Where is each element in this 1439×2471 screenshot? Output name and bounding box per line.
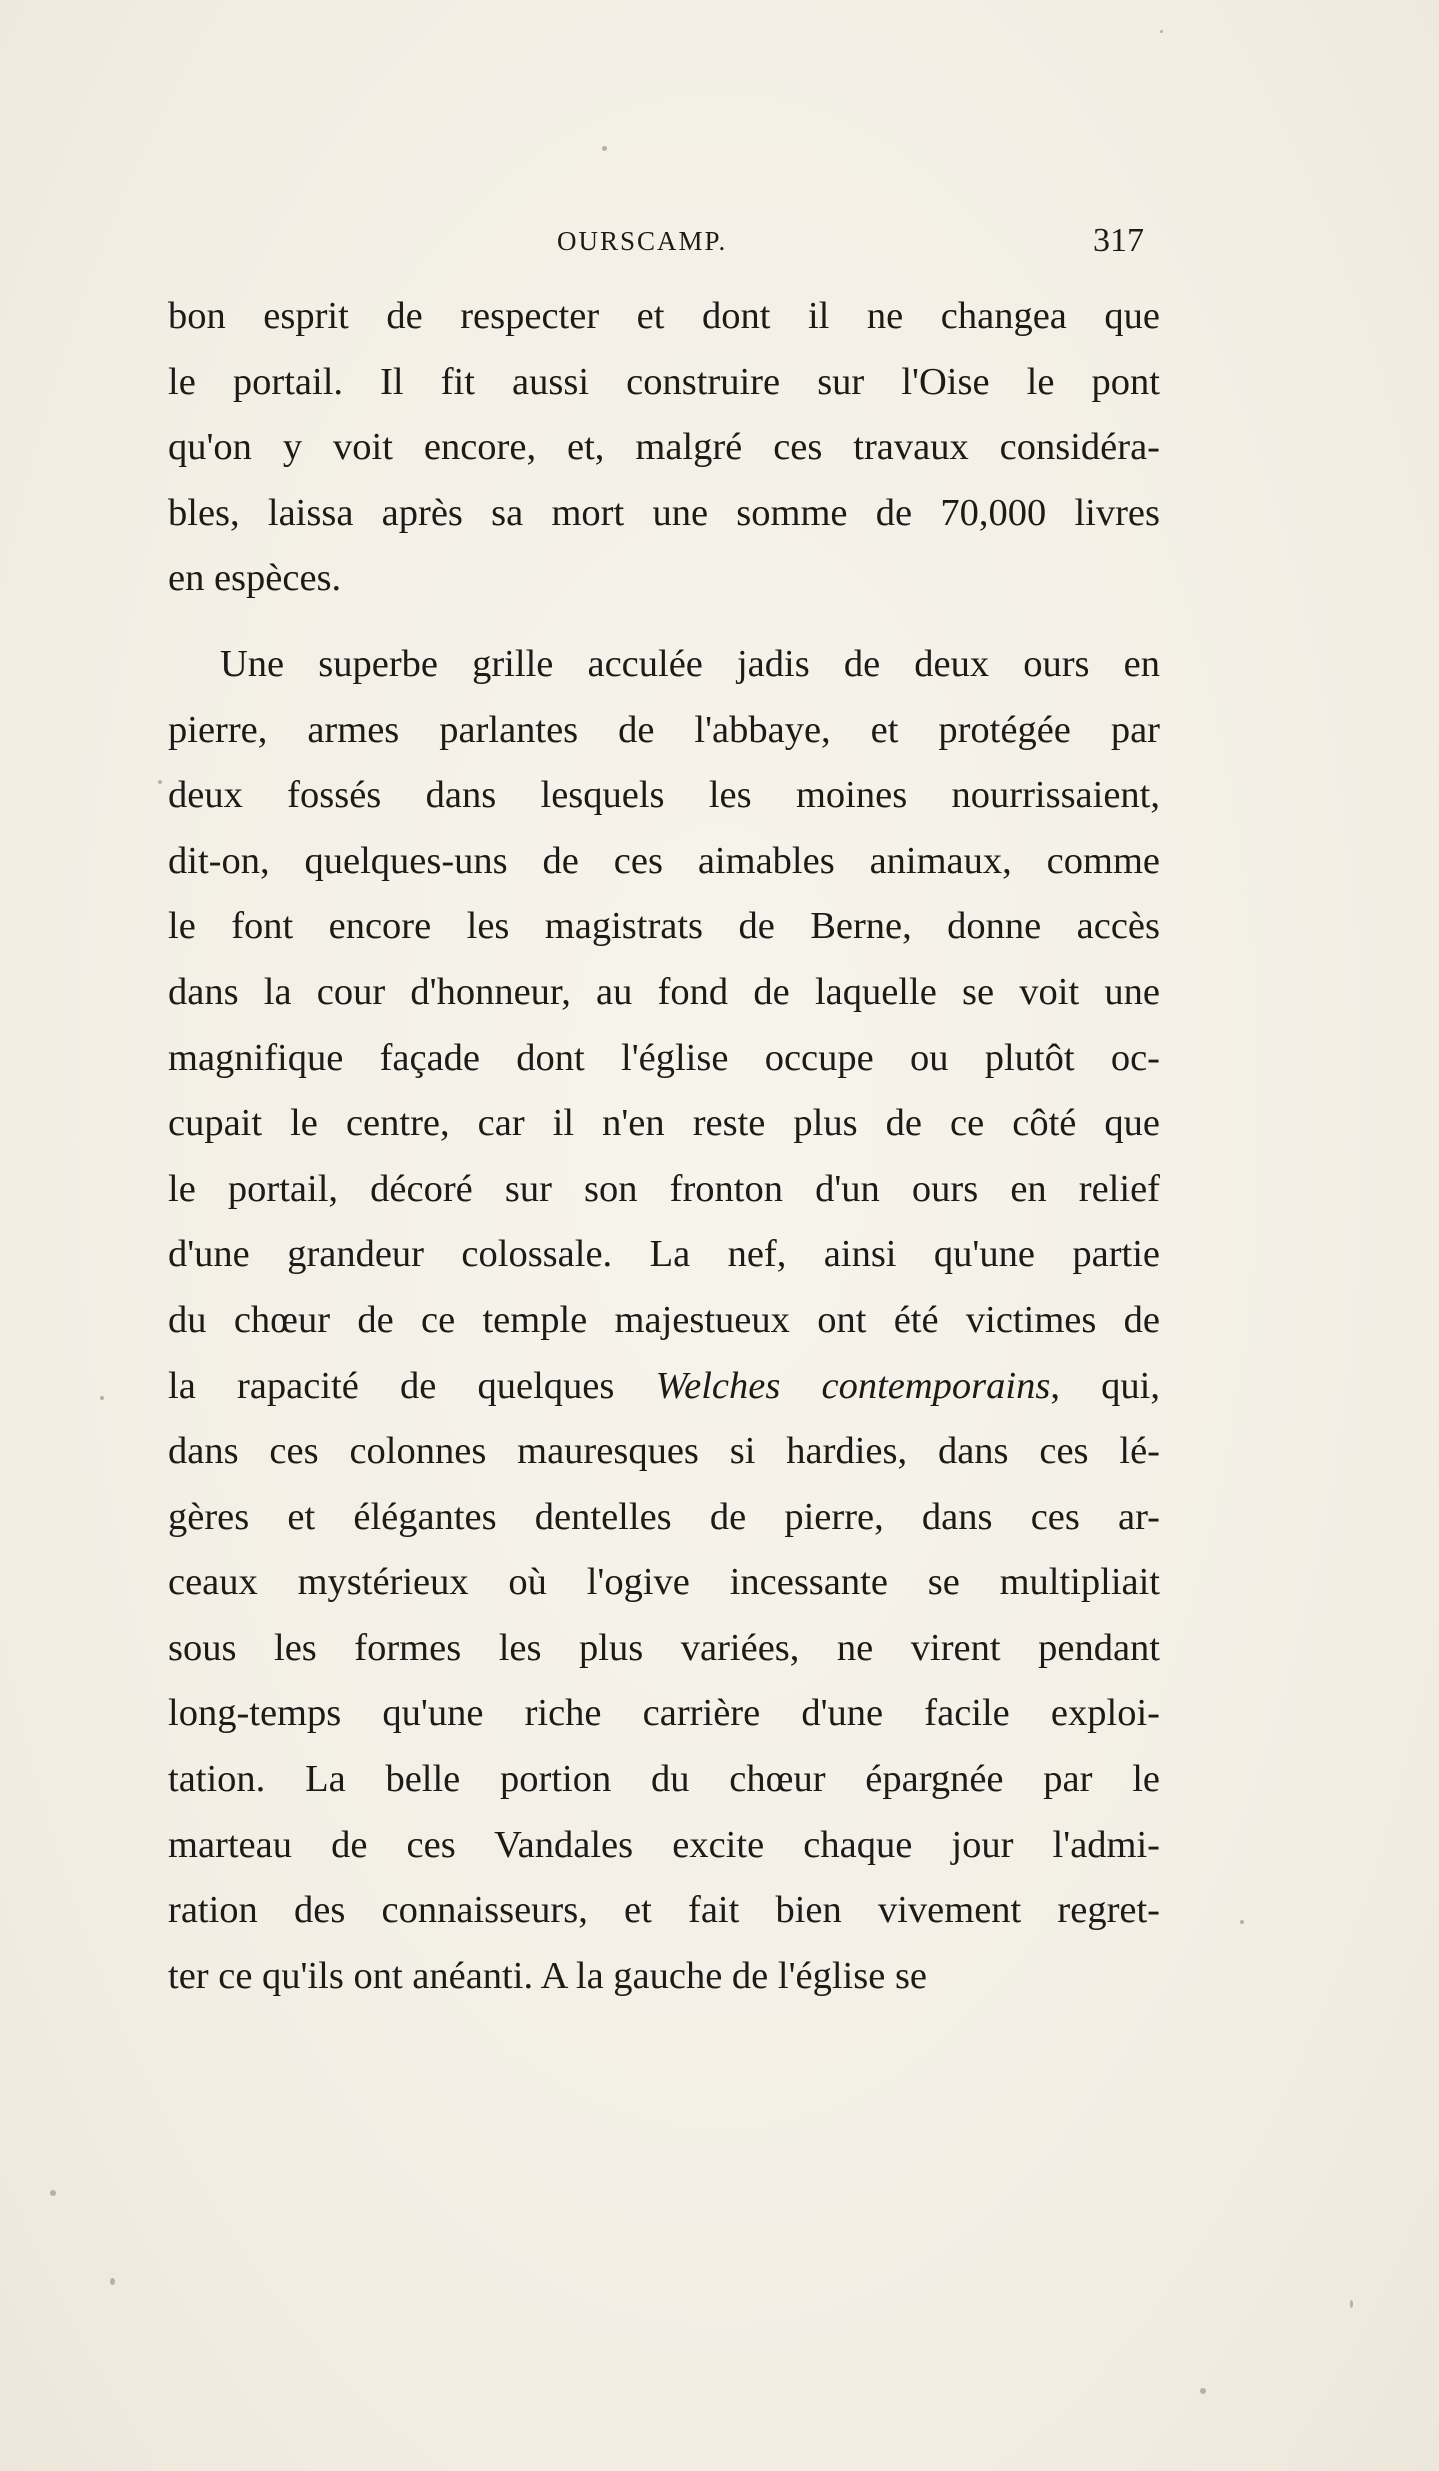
text-line: le portail. Il fit aussi construire sur l'Oise le pont	[168, 360, 1160, 403]
paragraph-first-line	[168, 632, 1160, 698]
page-header	[168, 222, 1144, 262]
text-line: gères et élégantes dentelles de pierre, dans ces ar-	[168, 1495, 1160, 1538]
paper-speck	[158, 780, 162, 784]
text-line: ration des connaisseurs, et fait bien vivement regret-	[168, 1889, 1160, 1932]
text-line: ter ce qu'ils ont anéanti. A la gauche de l'église se	[168, 1954, 928, 1997]
page-number: 317	[1093, 222, 1144, 259]
text-segment: , qui,	[1050, 1364, 1160, 1407]
paper-speck	[1160, 30, 1163, 33]
text-line: bon esprit de respecter et dont il ne changea que	[168, 295, 1160, 337]
text-line: dans la cour d'honneur, au fond de laquelle se voit une	[168, 970, 1160, 1013]
text-line: dit-on, quelques-uns de ces aimables animaux, comme	[168, 839, 1160, 882]
italic-phrase: Welches contemporains	[655, 1364, 1051, 1407]
text-line: le font encore les magistrats de Berne, donne accès	[168, 905, 1160, 948]
text-line: ceaux mystérieux où l'ogive incessante se multipliait	[168, 1561, 1160, 1604]
paper-speck	[50, 2190, 56, 2196]
running-head: OURSCAMP.	[557, 226, 728, 256]
text-line: le portail, décoré sur son fronton d'un ours en relief	[168, 1167, 1160, 1210]
paper-speck	[1200, 2388, 1206, 2394]
text-line: d'une grandeur colossale. La nef, ainsi qu'une partie	[168, 1233, 1160, 1276]
text-line: dans ces colonnes mauresques si hardies, dans ces lé-	[168, 1430, 1160, 1473]
text-line: deux fossés dans lesquels les moines nourrissaient,	[168, 774, 1160, 817]
text-line: tation. La belle portion du chœur épargnée par le	[168, 1758, 1160, 1801]
paper-speck	[602, 146, 607, 151]
text-line: qu'on y voit encore, et, malgré ces travaux considéra-	[168, 426, 1160, 469]
text-line: cupait le centre, car il n'en reste plus de ce côté que	[168, 1102, 1160, 1145]
body-text	[168, 284, 1160, 2009]
paper-speck	[1350, 2300, 1353, 2308]
text-line: pierre, armes parlantes de l'abbaye, et protégée par	[168, 708, 1160, 751]
text-line: du chœur de ce temple majestueux ont été victimes de	[168, 1298, 1160, 1341]
paper-speck	[1240, 1920, 1244, 1924]
text-line: marteau de ces Vandales excite chaque jour l'admi-	[168, 1823, 1160, 1866]
text-line: sous les formes les plus variées, ne virent pendant	[168, 1626, 1160, 1669]
paper-speck	[100, 1396, 104, 1400]
text-line: long-temps qu'une riche carrière d'une facile exploi-	[168, 1692, 1160, 1735]
text-line: bles, laissa après sa mort une somme de 70,000 livres	[168, 491, 1160, 534]
text-line-with-italic	[168, 1354, 1160, 1420]
text-line: en espèces.	[168, 557, 342, 600]
text-line-content: Une superbe grille acculée jadis de deux ours en	[220, 642, 1160, 685]
text-segment: la rapacité de quelques	[168, 1364, 656, 1407]
paper-speck	[110, 2278, 115, 2285]
text-line: magnifique façade dont l'église occupe ou plutôt oc-	[168, 1036, 1160, 1079]
